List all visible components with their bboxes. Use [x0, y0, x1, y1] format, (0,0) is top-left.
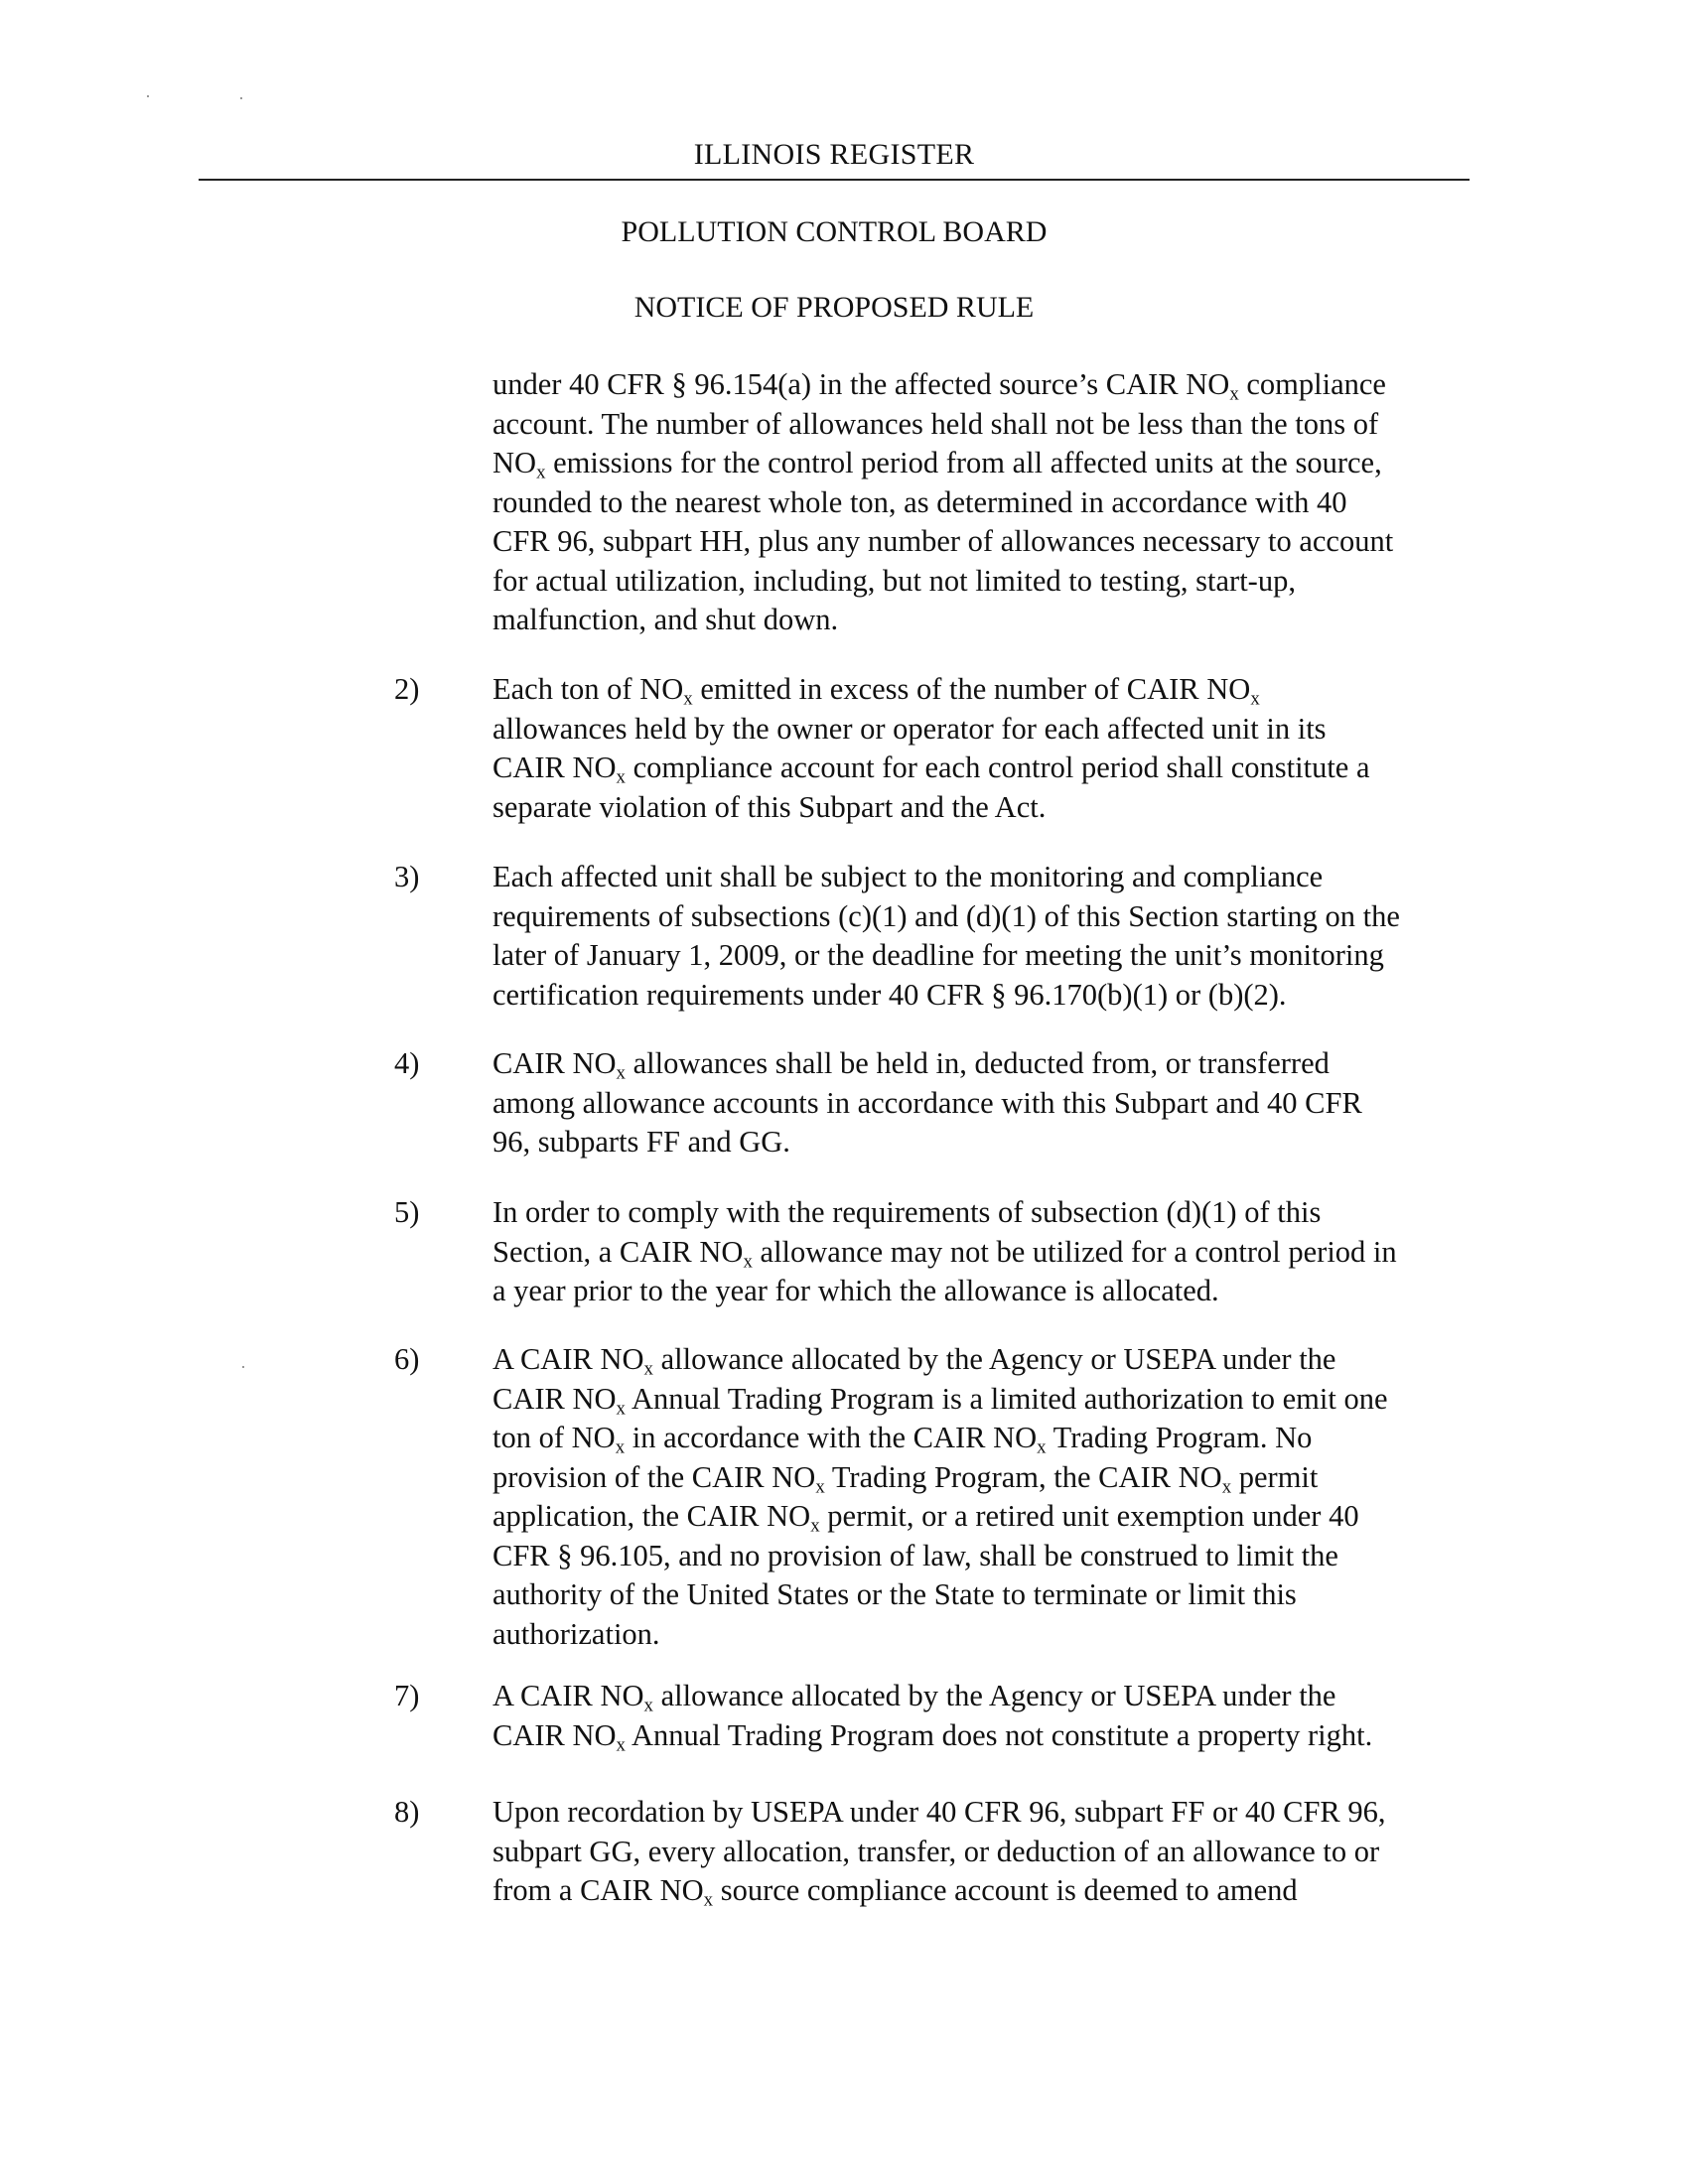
text-line: CFR 96, subpart HH, plus any number of allowances necessary to account — [492, 524, 1394, 558]
scan-speck — [147, 95, 149, 97]
intro-paragraph — [492, 365, 1485, 640]
item-text — [492, 1044, 1485, 1162]
item-number: 4) — [394, 1046, 420, 1080]
text-line: ton of $NO_x$ in accordance with the CAIR $NO_x$ Trading Program. No — [492, 1421, 1313, 1458]
text-line: Section, a CAIR $NO_x$ allowance may not be utilized for a control period in — [492, 1234, 1397, 1272]
header-rule — [199, 179, 1470, 181]
text-line: later of January 1, 2009, or the deadline for meeting the unit’s monitoring — [492, 938, 1384, 972]
item-text — [492, 1793, 1485, 1911]
item-number: 7) — [394, 1679, 420, 1712]
text-line: A CAIR $NO_x$ allowance allocated by the Agency or USEPA under the — [492, 1679, 1336, 1716]
text-line: CAIR $NO_x$ Annual Trading Program is a limited authorization to emit one — [492, 1381, 1388, 1419]
text-line: certification requirements under 40 CFR § 96.170(b)(1) or (b)(2). — [492, 977, 1287, 1012]
text-line: account. The number of allowances held shall not be less than the tons of — [492, 406, 1379, 441]
text-line: CAIR $NO_x$ compliance account for each control period shall constitute a — [492, 751, 1370, 788]
item-text — [492, 1340, 1485, 1654]
text-line: subpart GG, every allocation, transfer, or deduction of an allowance to or — [492, 1834, 1380, 1868]
text-line: Each ton of $NO_x$ emitted in excess of the number of CAIR $NO_x$ — [492, 672, 1260, 710]
item-text — [492, 1677, 1485, 1755]
text-line: $NO_x$ emissions for the control period from all affected units at the source, — [492, 446, 1382, 483]
text-line: separate violation of this Subpart and the Act. — [492, 789, 1047, 824]
text-line: under 40 CFR § 96.154(a) in the affected source’s CAIR $NO_x$ compliance — [492, 367, 1386, 405]
text-line: A CAIR $NO_x$ allowance allocated by the Agency or USEPA under the — [492, 1342, 1336, 1380]
text-line: application, the CAIR $NO_x$ permit, or a retired unit exemption under 40 — [492, 1499, 1359, 1537]
text-line: Upon recordation by USEPA under 40 CFR 96, subpart FF or 40 CFR 96, — [492, 1795, 1386, 1829]
text-line: allowances held by the owner or operator for each affected unit in its — [492, 711, 1327, 746]
item-number: 8) — [394, 1795, 420, 1829]
text-line: 96, subparts FF and GG. — [492, 1125, 790, 1159]
item-text — [492, 670, 1485, 827]
item-number: 5) — [394, 1195, 420, 1229]
text-line: authorization. — [492, 1616, 660, 1651]
text-line: Each affected unit shall be subject to the monitoring and compliance — [492, 860, 1324, 893]
text-line: requirements of subsections (c)(1) and (d)(1) of this Section starting on the — [492, 898, 1400, 933]
text-line: a year prior to the year for which the allowance is allocated. — [492, 1274, 1219, 1307]
item-text — [492, 1193, 1485, 1311]
scan-speck — [240, 97, 242, 99]
scan-speck — [242, 1366, 244, 1368]
text-line: In order to comply with the requirements of subsection (d)(1) of this — [492, 1195, 1322, 1229]
text-line: authority of the United States or the State to terminate or limit this — [492, 1577, 1297, 1611]
item-text — [492, 858, 1485, 1015]
item-number: 2) — [394, 672, 420, 706]
text-line: CAIR $NO_x$ allowances shall be held in, deducted from, or transferred — [492, 1046, 1330, 1084]
notice-title: NOTICE OF PROPOSED RULE — [633, 291, 1035, 324]
text-line: rounded to the nearest whole ton, as determined in accordance with 40 — [492, 484, 1347, 519]
text-line: malfunction, and shut down. — [492, 603, 839, 636]
register-title: ILLINOIS REGISTER — [693, 138, 975, 171]
text-line: for actual utilization, including, but not limited to testing, start-up, — [492, 563, 1296, 598]
board-name: POLLUTION CONTROL BOARD — [621, 215, 1048, 248]
text-line: CFR § 96.105, and no provision of law, shall be construed to limit the — [492, 1538, 1338, 1572]
text-line: among allowance accounts in accordance with this Subpart and 40 CFR — [492, 1085, 1362, 1120]
text-line: CAIR $NO_x$ Annual Trading Program does not constitute a property right. — [492, 1717, 1373, 1755]
text-line: provision of the CAIR $NO_x$ Trading Program, the CAIR $NO_x$ permit — [492, 1459, 1319, 1497]
text-line: from a CAIR $NO_x$ source compliance account is deemed to amend — [492, 1873, 1298, 1911]
item-number: 3) — [394, 860, 420, 893]
item-number: 6) — [394, 1342, 420, 1376]
